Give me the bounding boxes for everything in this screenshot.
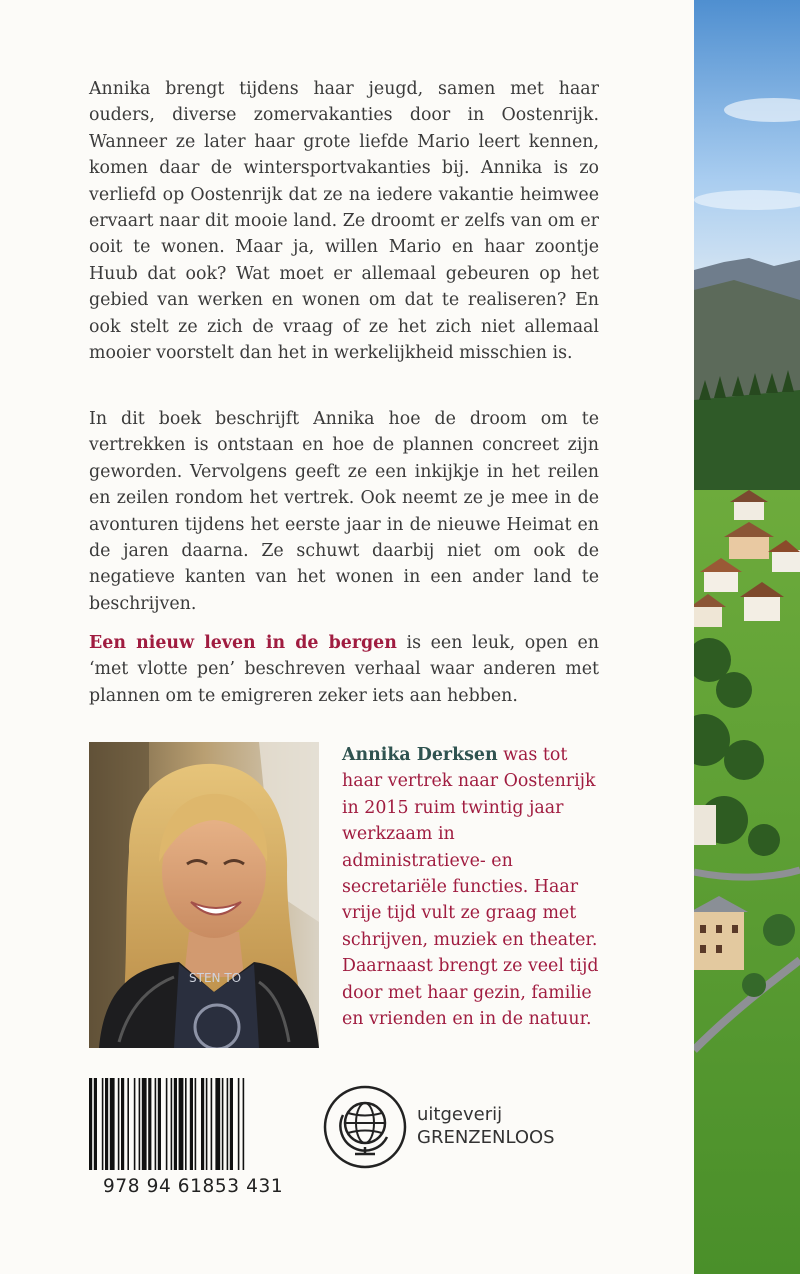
blurb-paragraph-3-text: is een leuk, open en ‘met vlotte pen’ beschreven verhaal waar anderen met plannen om te emigreren zeker iets aan hebben. [89,633,599,706]
barcode-bar [174,1078,177,1170]
publisher-name [417,1103,555,1149]
barcode-bar [238,1078,240,1170]
author-bio-text: was tot haar vertrek naar Oostenrijk in 2015 ruim twintig jaar werkzaam in administratieve- en secretariële functies. Haar vrije tijd vult ze graag met schrijven, muziek en theater. Daarnaast brengt ze veel tijd door met haar gezin, familie en vrienden en in de natuur. [342,745,599,1030]
barcode-bar [127,1078,129,1170]
barcode-bar [227,1078,229,1170]
barcode-bar [105,1078,108,1170]
author-photo [89,742,319,1048]
barcode-bar [142,1078,147,1170]
barcode-bar [171,1078,173,1170]
barcode-bar [139,1078,141,1170]
barcode-bar [190,1078,193,1170]
landscape-photo-strip [694,0,800,1274]
barcode-bar [222,1078,224,1170]
barcode-bar [121,1078,124,1170]
barcode-bar [118,1078,120,1170]
barcode-bar [110,1078,115,1170]
author-name: Annika Derksen [342,745,498,765]
publisher-line-1: uitgeverij [417,1104,503,1125]
barcode-bar [185,1078,187,1170]
barcode-bar [206,1078,208,1170]
publisher-line-2: GRENZENLOOS [417,1127,555,1148]
barcode-bar [158,1078,161,1170]
barcode-bar [166,1078,168,1170]
book-title: Een nieuw leven in de bergen [89,633,397,653]
globe-icon [323,1085,407,1169]
blurb-paragraph-3 [89,630,599,709]
isbn-barcode [89,1078,293,1170]
author-bio [342,742,602,1032]
blurb-paragraph-1: Annika brengt tijdens haar jeugd, samen met haar ouders, diverse zomervakanties door in Oostenrijk. Wanneer ze later haar grote liefde Mario leert kennen, komen daar de wintersportvakanties bij. Annika is zo verliefd op Oostenrijk dat ze na iedere vakantie heimwee ervaart naar dit mooie land. Ze droomt er zelfs van om er ooit te wonen. Maar ja, willen Mario en haar zoontje Huub dat ook? Wat moet er allemaal gebeuren op het gebied van werken en wonen om dat te realiseren? En ook stelt ze zich de vraag of ze het zich niet allemaal mooier voorstelt dan het in werkelijkheid misschien is. [89,79,599,364]
barcode-bar [215,1078,220,1170]
barcode-bar [230,1078,233,1170]
barcode-bar [134,1078,136,1170]
barcode-bar [201,1078,204,1170]
barcode-bar [102,1078,104,1170]
isbn-number: 978 94 61853 431 [103,1176,284,1197]
blurb-paragraph-2: In dit boek beschrijft Annika hoe de droom om te vertrekken is ontstaan en hoe de plannen concreet zijn geworden. Vervolgens geeft ze een inkijkje in het reilen en zeilen rondom het vertrek. Ook neemt ze je mee in de avonturen tijdens het eerste jaar in de nieuwe Heimat en de jaren daarna. Ze schuwt daarbij niet om ook de negatieve kanten van het wonen in een ander land te beschrijven. [89,409,599,614]
barcode-bar [148,1078,151,1170]
shirt-print: STEN TO [189,971,242,985]
barcode-bar [179,1078,184,1170]
barcode-bar [211,1078,213,1170]
barcode-bar [89,1078,92,1170]
barcode-bar [155,1078,157,1170]
barcode-bar [94,1078,97,1170]
barcode-bar [243,1078,245,1170]
barcode-bar [195,1078,197,1170]
